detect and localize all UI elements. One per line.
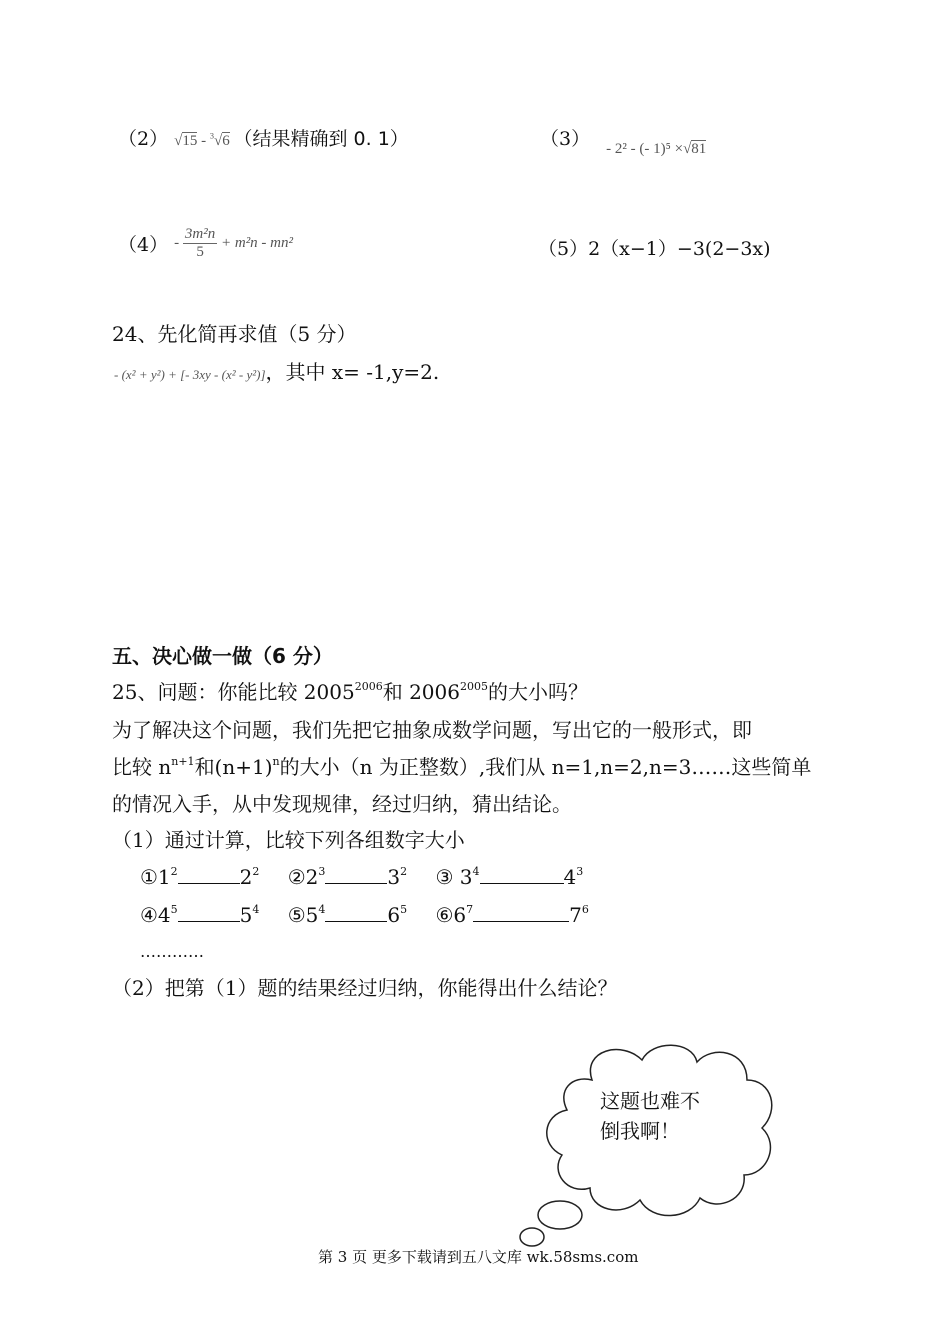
compare-item: ③ $3^4$ $4^3$: [435, 865, 584, 889]
q25-line1: [112, 672, 588, 712]
q24-title: 24、先化简再求值（5 分）: [112, 322, 357, 346]
q25-line1-pre: 25、问题：你能比较 2005: [112, 680, 355, 704]
q25-line4: 的情况入手，从中发现规律，经过归纳，猜出结论。: [112, 792, 572, 816]
q2-radicand-a: 15: [182, 133, 198, 149]
q4-expression: [174, 226, 294, 260]
q2-minus: -: [201, 133, 207, 149]
cbrt-symbol: √: [214, 133, 223, 149]
q25-line1-sup2: 2005: [459, 680, 488, 694]
q3-expr-text: - 2² - (- 1)⁵ ×: [606, 141, 684, 157]
q2-expression: [174, 133, 233, 149]
q25-part2: （2）把第（1）题的结果经过归纳，你能得出什么结论？: [112, 976, 618, 1000]
q4-denominator: 5: [196, 244, 204, 260]
q2-radicand-b: 6: [222, 133, 230, 149]
q24-expression: - (x² + y²) + [- 3xy - (x² - y²)]: [114, 367, 266, 382]
bubble-line-1: 这题也难不: [600, 1089, 700, 1113]
q4: [118, 226, 293, 261]
compare-item: $⑥6^7$ $7^6$: [435, 903, 589, 927]
q25-line3-sup1: n+1: [171, 755, 195, 769]
q2-label: （2）: [118, 128, 169, 150]
compare-row-1: [140, 857, 583, 897]
compare-row-2: [140, 895, 589, 935]
q2: [118, 124, 409, 151]
q24-condition: ，其中 x= -1,y=2.: [265, 360, 440, 384]
q3-label: （3）: [540, 128, 591, 150]
page-footer: 第 3 页 更多下载请到五八文库 wk.58sms.com: [318, 1248, 639, 1266]
section5-title: 五、决心做一做（6 分）: [112, 644, 333, 668]
dots: …………: [140, 942, 204, 961]
q25-line2: 为了解决这个问题，我们先把它抽象成数学问题，写出它的一般形式，即: [112, 718, 752, 742]
q4-rest: + m²n - mn²: [220, 234, 294, 251]
q5: [538, 234, 771, 261]
q24-body: [114, 356, 439, 385]
q3: [540, 124, 707, 157]
bubble-text: [600, 1086, 740, 1146]
q4-fraction: [183, 226, 217, 261]
compare-item: $①1^2$ $2^2$: [140, 865, 260, 889]
q25-line1-post: 的大小吗？: [487, 680, 588, 704]
q25-line1-sup1: 2006: [354, 680, 383, 694]
compare-item: $②2^3$ $3^2$: [287, 865, 408, 889]
q25-line3-sup2: n: [272, 755, 280, 769]
sqrt-symbol: √: [174, 133, 183, 149]
q4-numerator: 3m²n: [184, 226, 216, 242]
q4-label: （4）: [118, 234, 169, 256]
q25-part1: （1）通过计算，比较下列各组数字大小: [112, 828, 465, 852]
bubble-line-2: 倒我啊！: [600, 1119, 680, 1143]
compare-item: $④4^5$ $5^4$: [140, 903, 260, 927]
q3-radicand: 81: [691, 141, 707, 157]
thought-bubble-icon: [512, 1040, 792, 1260]
q25-line3-pre: 比较 n: [112, 755, 172, 779]
q25-line3-mid: 和(n+1): [194, 755, 273, 779]
compare-item: $⑤5^4$ $6^5$: [287, 903, 408, 927]
q2-root-index: 3: [209, 131, 214, 141]
q5-text: （5）2（x−1）−3(2−3x): [538, 238, 771, 260]
sqrt-symbol: √: [683, 141, 692, 157]
q25-line3-post: 的大小（n 为正整数）,我们从 n=1,n=2,n=3……这些简单: [279, 755, 812, 779]
q25-line1-mid: 和 2006: [382, 680, 460, 704]
q3-expression: [606, 141, 706, 157]
q4-minus: -: [174, 234, 180, 251]
q25-line3: [112, 747, 811, 787]
q2-note: （结果精确到 0. 1）: [233, 128, 409, 150]
